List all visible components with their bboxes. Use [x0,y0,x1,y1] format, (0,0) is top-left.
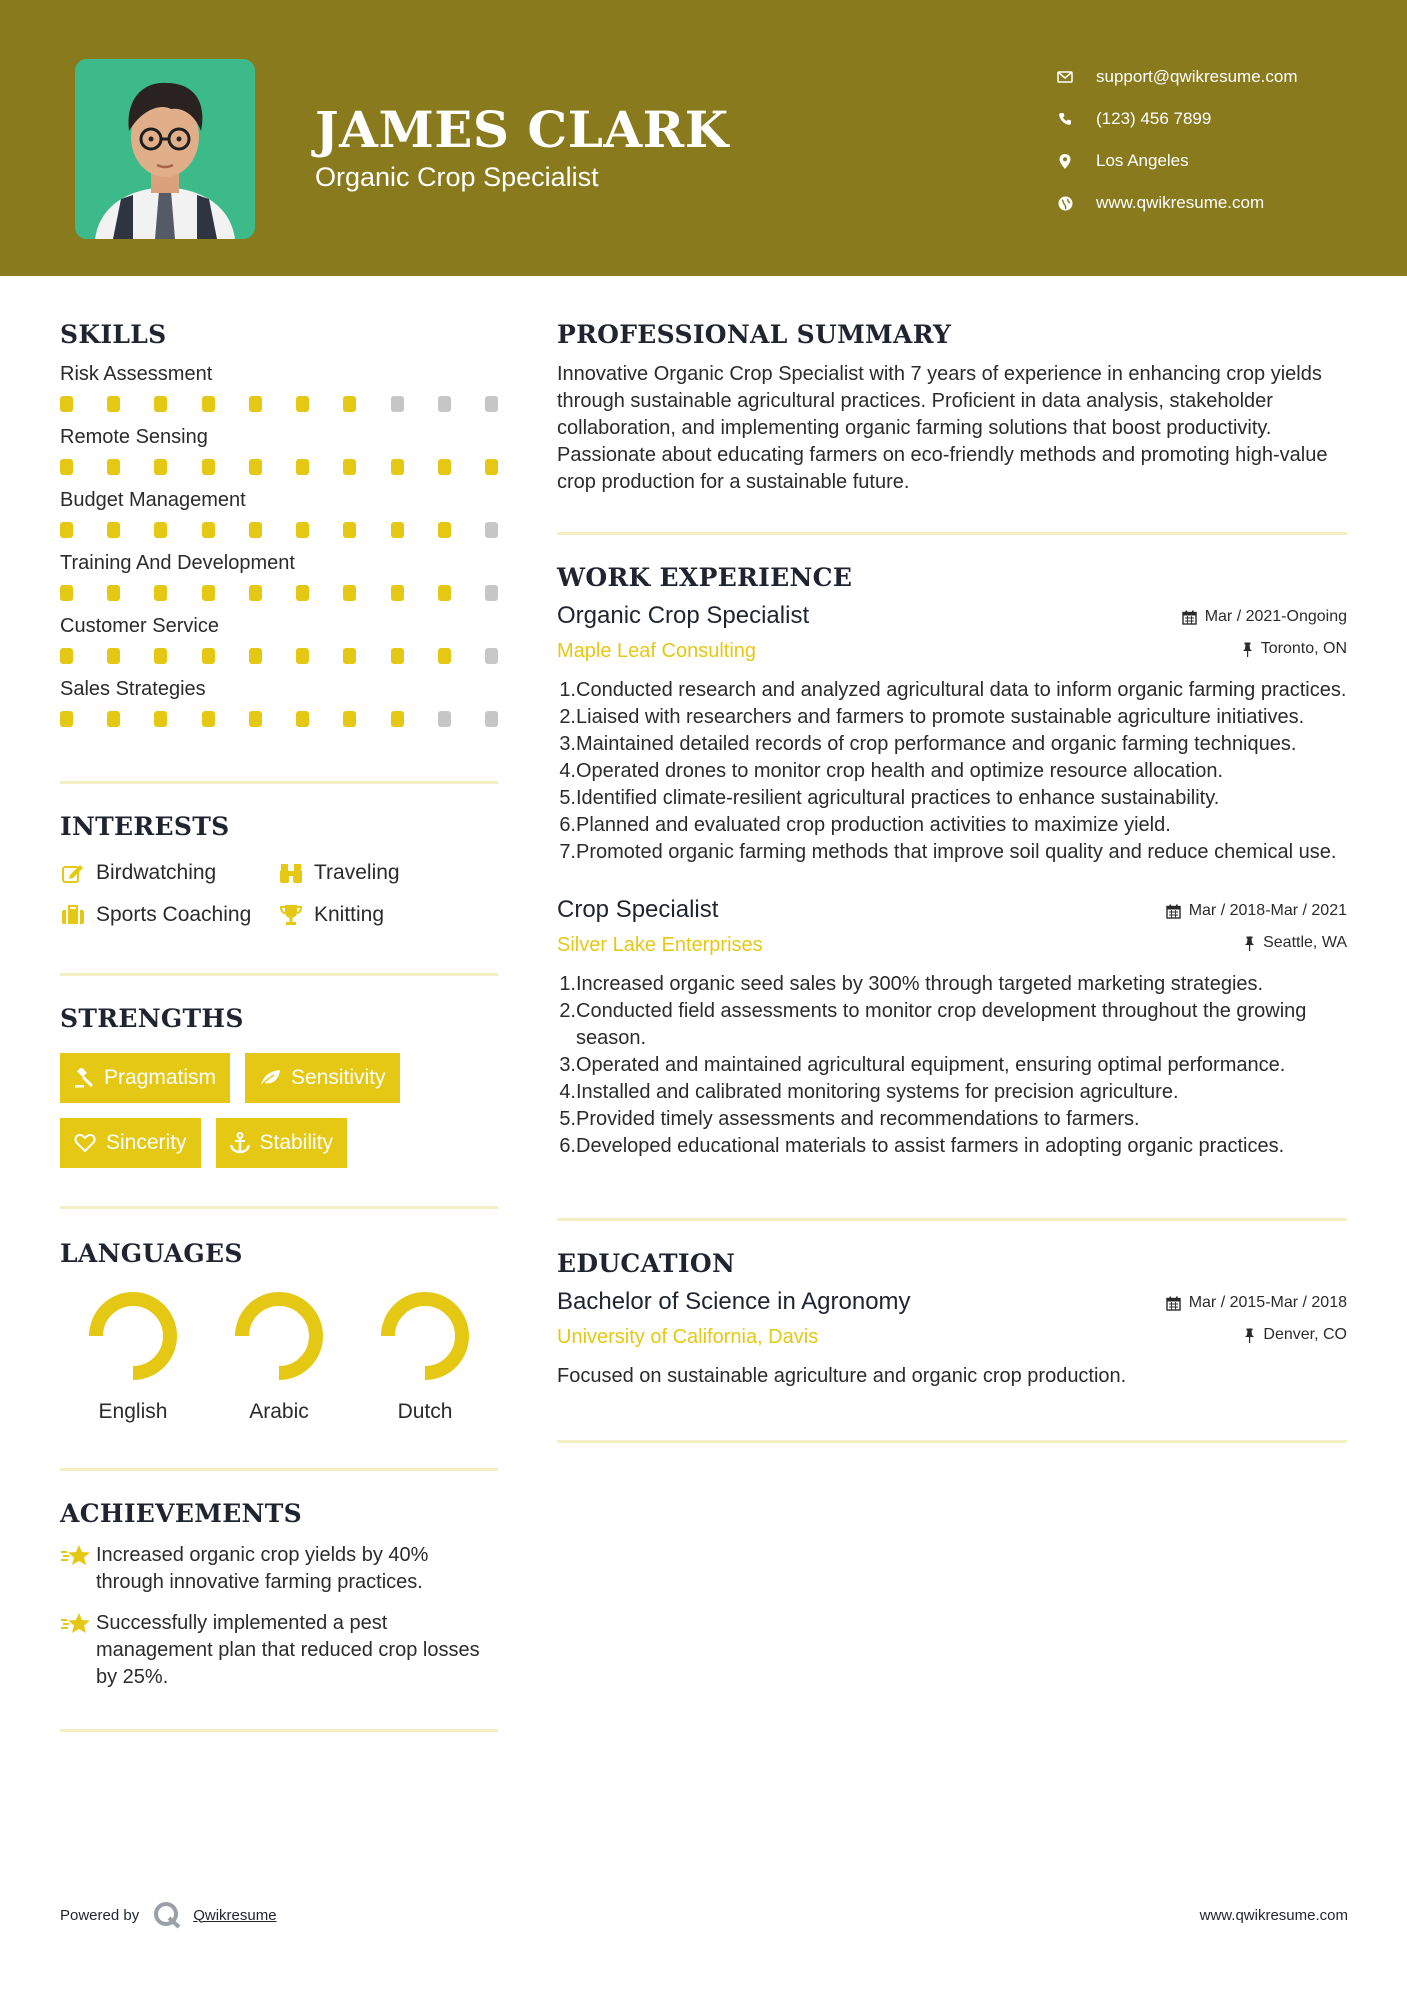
experience-heading: WORK EXPERIENCE [557,563,853,592]
skill-name: Budget Management [60,489,246,511]
language-gauge-arc [388,1299,462,1373]
rating-dot-filled [249,396,262,412]
job-date-text: Mar / 2018-Mar / 2021 [1188,902,1347,919]
interest-item [278,903,478,927]
rating-dot-empty [438,711,451,727]
rating-dot-filled [296,585,309,601]
rating-dot-filled [60,459,73,475]
rating-dot-empty [485,522,498,538]
summary-section [557,320,1347,496]
job-entry [557,602,1347,866]
job-bullet [557,731,1347,758]
pushpin-icon [1244,1328,1255,1343]
skill-item [60,552,498,601]
brand-link[interactable]: Qwikresume [193,1906,277,1924]
rating-dot-filled [391,711,404,727]
contact-list [1050,56,1390,224]
education-header [557,1288,1347,1349]
rating-dot-filled [202,522,215,538]
footer [60,1900,1348,1930]
skill-name: Remote Sensing [60,426,208,448]
summary-heading: PROFESSIONAL SUMMARY [557,320,952,349]
bullet-number: 5. [559,787,576,809]
job-date-text: Mar / 2021-Ongoing [1204,608,1347,625]
rating-dot-filled [60,522,73,538]
rating-dot-filled [154,522,167,538]
job-location-text: Seattle, WA [1263,934,1347,951]
strength-label: Pragmatism [104,1066,217,1089]
job-entry [557,896,1347,1160]
heart-icon [74,1133,96,1153]
skill-name: Risk Assessment [60,363,213,385]
job-company: Silver Lake Enterprises [557,934,763,956]
rating-dot-filled [438,459,451,475]
rating-dot-filled [202,711,215,727]
language-item [206,1290,352,1424]
strength-label: Sensitivity [291,1066,386,1089]
strength-tag [60,1118,201,1168]
bullet-number: 2. [559,1000,576,1022]
location-pin-icon [1050,151,1080,171]
achievements-heading: ACHIEVEMENTS [60,1499,302,1528]
education-section [557,1249,1347,1390]
achievement-item [60,1610,498,1691]
bullet-number: 5. [559,1108,576,1130]
job-bullets [557,971,1347,1160]
achievement-text: Increased organic crop yields by 40% through innovative farming practices. [96,1544,429,1593]
skills-section [60,320,498,727]
rating-dot-filled [202,459,215,475]
interest-label: Birdwatching [96,861,217,884]
interests-heading: INTERESTS [60,812,230,841]
rating-dot-filled [249,648,262,664]
rating-dot-filled [249,711,262,727]
rating-dot-empty [391,396,404,412]
contact-location-text: Los Angeles [1096,151,1189,170]
phone-icon [1050,109,1080,129]
skill-rating [60,396,498,412]
language-gauge [87,1290,179,1382]
candidate-name: JAMES CLARK [315,100,729,159]
rating-dot-filled [343,396,356,412]
strengths-section [60,1004,498,1168]
rating-dot-filled [107,585,120,601]
rating-dot-filled [343,522,356,538]
rating-dot-filled [438,648,451,664]
resume-header [0,0,1407,276]
rating-dot-filled [296,396,309,412]
section-divider [60,973,498,976]
rating-dot-filled [60,396,73,412]
bullet-text: Increased organic seed sales by 300% through targeted marketing strategies. [576,973,1264,995]
interest-label: Knitting [314,903,385,926]
language-label: English [98,1400,168,1423]
footer-url[interactable]: www.qwikresume.com [1199,1906,1348,1924]
bullet-number: 3. [559,1054,576,1076]
skill-rating [60,711,498,727]
rating-dot-filled [60,648,73,664]
section-divider [557,1218,1347,1221]
left-column [60,320,498,1732]
skill-name: Training And Development [60,552,295,574]
interests-section [60,812,498,927]
job-header [557,602,1347,663]
strength-tag [60,1053,230,1103]
rating-dot-empty [485,648,498,664]
skill-item [60,489,498,538]
job-title: Organic Crop Specialist [557,602,810,629]
job-location-text: Toronto, ON [1260,640,1347,657]
interest-item [60,903,278,927]
interest-item [278,861,478,885]
language-gauge [233,1290,325,1382]
job-bullet [557,1133,1347,1160]
rating-dot-filled [296,648,309,664]
bullet-number: 6. [559,1135,576,1157]
rating-dot-filled [202,585,215,601]
rating-dot-empty [485,711,498,727]
skill-item [60,363,498,412]
interest-label: Sports Coaching [96,903,252,926]
job-bullet [557,1106,1347,1133]
rating-dot-filled [391,459,404,475]
job-bullet [557,758,1347,785]
star-badge-icon [60,1610,96,1691]
rating-dot-filled [107,459,120,475]
bullet-number: 4. [559,760,576,782]
section-divider [557,532,1347,535]
skill-rating [60,648,498,664]
education-school: University of California, Davis [557,1326,819,1348]
bullet-number: 1. [559,679,576,701]
education-location [1166,1324,1347,1346]
job-date [1182,606,1347,628]
language-gauge-arc [242,1299,316,1373]
languages-heading: LANGUAGES [60,1239,243,1268]
bullet-text: Promoted organic farming methods that improve soil quality and reduce chemical use. [576,841,1337,863]
bullet-text: Maintained detailed records of crop performance and organic farming techniques. [576,733,1297,755]
job-company: Maple Leaf Consulting [557,640,757,662]
interest-label: Traveling [314,861,400,884]
trophy-icon [278,903,304,927]
rating-dot-filled [154,459,167,475]
achievement-text: Successfully implemented a pest management plan that reduced crop losses by 25%. [96,1612,480,1688]
bullet-text: Provided timely assessments and recommendations to farmers. [576,1108,1140,1130]
bullet-number: 2. [559,706,576,728]
job-location [1182,638,1347,660]
bullet-text: Installed and calibrated monitoring systems for precision agriculture. [576,1081,1179,1103]
section-divider [60,1206,498,1209]
education-date-text: Mar / 2015-Mar / 2018 [1188,1294,1347,1311]
contact-location [1050,140,1390,182]
leaf-icon [259,1069,281,1087]
rating-dot-filled [438,585,451,601]
rating-dot-filled [107,711,120,727]
rating-dot-filled [485,459,498,475]
section-divider [60,1468,498,1471]
contact-email-text: support@qwikresume.com [1096,67,1298,86]
education-degree: Bachelor of Science in Agronomy [557,1288,911,1315]
rating-dot-filled [154,396,167,412]
right-column [557,320,1347,1443]
rating-dot-filled [249,585,262,601]
rating-dot-filled [202,648,215,664]
contact-website[interactable] [1050,182,1390,224]
skill-rating [60,585,498,601]
anchor-icon [230,1132,250,1154]
education-heading: EDUCATION [557,1249,736,1278]
bullet-text: Developed educational materials to assist farmers in adopting organic practices. [576,1135,1285,1157]
bullet-text: Operated and maintained agricultural equipment, ensuring optimal performance. [576,1054,1286,1076]
bullet-number: 1. [559,973,576,995]
rating-dot-filled [107,522,120,538]
pushpin-icon [1244,936,1255,951]
calendar-icon [1182,610,1197,625]
summary-text: Innovative Organic Crop Specialist with 7 years of experience in enhancing crop yields through sustainable agricultural practices. Proficient in data analysis, stakeholder collaboration, and implementing organic farming solutions that boost productivity. Passionate about educating farmers on eco-friendly methods and promoting high-value crop production for a sustainable future. [557,363,1328,493]
job-bullet [557,1079,1347,1106]
bullet-text: Conducted field assessments to monitor crop development throughout the growing season. [576,1000,1307,1049]
language-gauge-arc [96,1299,170,1373]
job-bullet [557,704,1347,731]
skill-name: Sales Strategies [60,678,206,700]
language-label: Dutch [397,1400,453,1423]
achievements-section [60,1499,498,1691]
skills-list [60,363,498,727]
bullet-text: Conducted research and analyzed agricultural data to inform organic farming practices. [576,679,1347,701]
job-bullet [557,839,1347,866]
globe-icon [1050,193,1080,213]
rating-dot-filled [296,522,309,538]
section-divider [557,1440,1347,1443]
skill-item [60,678,498,727]
strengths-list [60,1053,498,1168]
contact-phone[interactable] [1050,98,1390,140]
rating-dot-filled [249,522,262,538]
strength-tag [245,1053,400,1103]
education-location-text: Denver, CO [1263,1326,1347,1343]
strength-label: Sincerity [106,1131,187,1154]
experience-section [557,563,1347,1160]
rating-dot-filled [296,711,309,727]
rating-dot-filled [154,711,167,727]
job-bullet [557,785,1347,812]
skills-heading: SKILLS [60,320,167,349]
job-title: Crop Specialist [557,896,719,923]
envelope-icon [1050,67,1080,87]
skill-item [60,426,498,475]
binoculars-icon [278,861,304,885]
rating-dot-filled [343,648,356,664]
rating-dot-filled [249,459,262,475]
education-description: Focused on sustainable agriculture and organic crop production. [557,1365,1127,1387]
language-label: Arabic [249,1400,309,1423]
rating-dot-filled [296,459,309,475]
rating-dot-empty [485,585,498,601]
skill-rating [60,459,498,475]
star-badge-icon [60,1542,96,1596]
rating-dot-filled [60,711,73,727]
skill-item [60,615,498,664]
rating-dot-empty [485,396,498,412]
contact-phone-text: (123) 456 7899 [1096,109,1212,128]
contact-website-text: www.qwikresume.com [1096,193,1265,212]
rating-dot-filled [107,648,120,664]
rating-dot-filled [438,522,451,538]
bullet-text: Planned and evaluated crop production activities to maximize yield. [576,814,1171,836]
rating-dot-filled [202,396,215,412]
pushpin-icon [1242,642,1253,657]
qwikresume-logo-icon [153,1901,183,1929]
section-divider [60,781,498,784]
rating-dot-filled [343,711,356,727]
bullet-text: Identified climate-resilient agricultural practices to enhance sustainability. [576,787,1220,809]
strength-label: Stability [259,1131,334,1154]
languages-section [60,1239,498,1424]
language-gauge [379,1290,471,1382]
calendar-icon [1166,904,1181,919]
job-header [557,896,1347,957]
bullet-text: Liaised with researchers and farmers to promote sustainable agriculture initiatives. [576,706,1305,728]
rating-dot-filled [60,585,73,601]
rating-dot-filled [343,459,356,475]
job-bullet [557,998,1347,1052]
rating-dot-filled [107,396,120,412]
rating-dot-filled [343,585,356,601]
calendar-icon [1166,1296,1181,1311]
job-bullet [557,971,1347,998]
pencil-square-icon [60,861,86,885]
bullet-text: Operated drones to monitor crop health and optimize resource allocation. [576,760,1224,782]
job-bullet [557,812,1347,839]
candidate-title: Organic Crop Specialist [315,162,599,192]
achievement-item [60,1542,498,1596]
achievements-list [60,1542,498,1691]
contact-email[interactable] [1050,56,1390,98]
job-bullet [557,1052,1347,1079]
languages-list [60,1290,498,1424]
job-location [1166,932,1347,954]
rating-dot-filled [154,648,167,664]
rating-dot-filled [391,648,404,664]
rating-dot-filled [391,522,404,538]
bullet-number: 4. [559,1081,576,1103]
job-bullets [557,677,1347,866]
section-divider [60,1729,498,1732]
interest-item [60,861,278,885]
job-bullet [557,677,1347,704]
skill-name: Customer Service [60,615,219,637]
bullet-number: 6. [559,814,576,836]
powered-by [60,1901,277,1929]
rating-dot-filled [391,585,404,601]
interests-list [60,861,498,927]
strengths-heading: STRENGTHS [60,1004,244,1033]
skill-rating [60,522,498,538]
strength-tag [216,1118,348,1168]
gavel-icon [74,1068,94,1088]
language-item [352,1290,498,1424]
education-date [1166,1292,1347,1314]
bullet-number: 3. [559,733,576,755]
briefcase-icon [60,903,86,927]
rating-dot-empty [438,396,451,412]
powered-by-text: Powered by [60,1906,140,1924]
bullet-number: 7. [559,841,576,863]
profile-photo [75,59,255,239]
job-date [1166,900,1347,922]
rating-dot-filled [154,585,167,601]
language-item [60,1290,206,1424]
